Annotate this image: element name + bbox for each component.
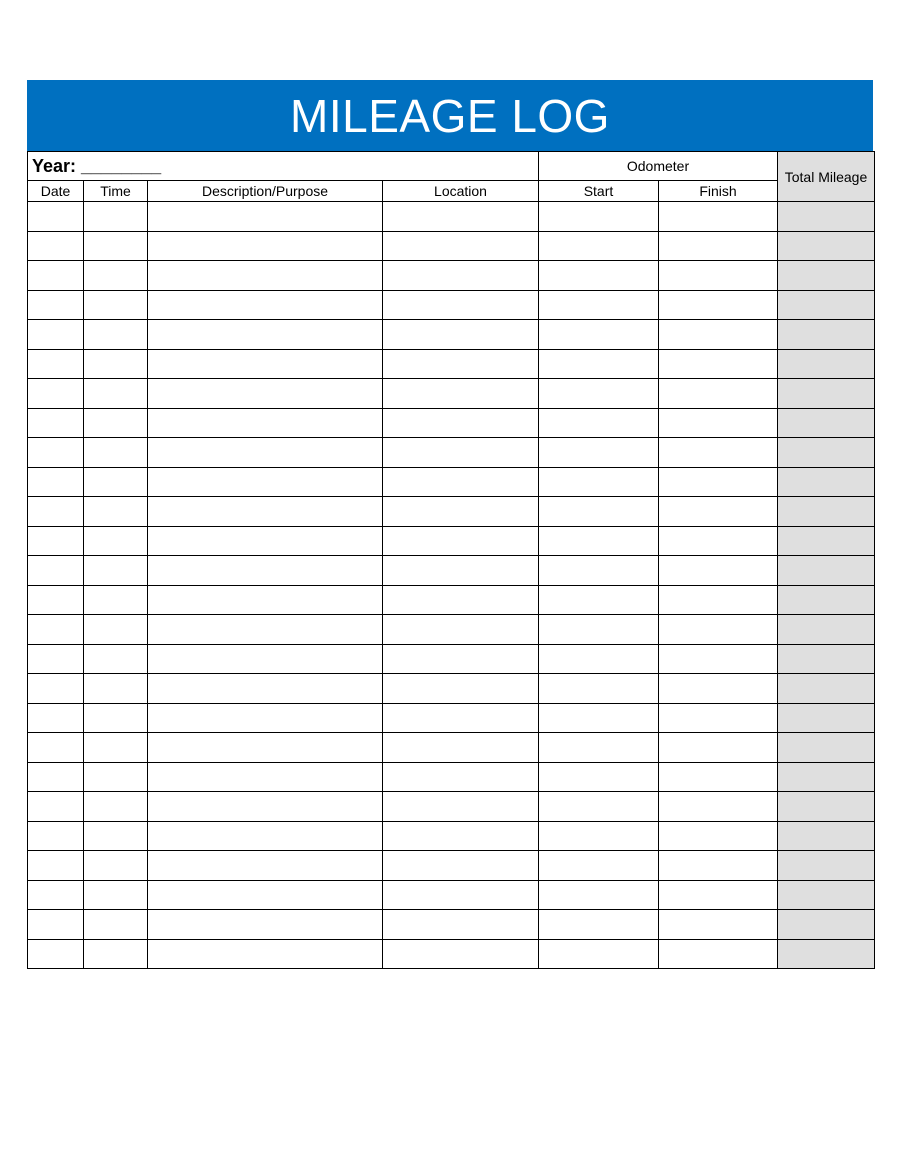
time-cell[interactable] [84, 349, 148, 379]
start-cell[interactable] [539, 939, 659, 969]
table-row [28, 821, 875, 851]
location-cell[interactable] [383, 792, 539, 822]
date-cell[interactable] [28, 231, 84, 261]
total-mileage-cell[interactable] [778, 202, 875, 232]
date-cell[interactable] [28, 674, 84, 704]
total-mileage-cell[interactable] [778, 231, 875, 261]
location-cell[interactable] [383, 880, 539, 910]
description-cell[interactable] [148, 320, 383, 350]
date-cell[interactable] [28, 526, 84, 556]
date-cell[interactable] [28, 585, 84, 615]
description-cell[interactable] [148, 497, 383, 527]
finish-cell[interactable] [659, 438, 778, 468]
total-mileage-cell[interactable] [778, 762, 875, 792]
finish-cell[interactable] [659, 497, 778, 527]
date-cell[interactable] [28, 320, 84, 350]
column-header-time: Time [84, 181, 148, 202]
description-cell[interactable] [148, 792, 383, 822]
title-banner [27, 80, 873, 151]
time-cell[interactable] [84, 290, 148, 320]
description-cell[interactable] [148, 231, 383, 261]
table-row [28, 674, 875, 704]
odometer-header: Odometer [539, 152, 778, 181]
finish-cell[interactable] [659, 792, 778, 822]
start-cell[interactable] [539, 261, 659, 291]
start-cell[interactable] [539, 585, 659, 615]
column-header-date: Date [28, 181, 84, 202]
total-mileage-cell[interactable] [778, 733, 875, 763]
description-cell[interactable] [148, 703, 383, 733]
time-cell[interactable] [84, 703, 148, 733]
table-row [28, 910, 875, 940]
table-row [28, 408, 875, 438]
table-row [28, 467, 875, 497]
time-cell[interactable] [84, 231, 148, 261]
location-cell[interactable] [383, 290, 539, 320]
location-cell[interactable] [383, 467, 539, 497]
finish-cell[interactable] [659, 231, 778, 261]
date-cell[interactable] [28, 290, 84, 320]
time-cell[interactable] [84, 851, 148, 881]
table-row [28, 792, 875, 822]
time-cell[interactable] [84, 438, 148, 468]
start-cell[interactable] [539, 792, 659, 822]
date-cell[interactable] [28, 910, 84, 940]
date-cell[interactable] [28, 821, 84, 851]
description-cell[interactable] [148, 615, 383, 645]
date-cell[interactable] [28, 467, 84, 497]
description-cell[interactable] [148, 644, 383, 674]
time-cell[interactable] [84, 202, 148, 232]
time-cell[interactable] [84, 526, 148, 556]
finish-cell[interactable] [659, 703, 778, 733]
start-cell[interactable] [539, 438, 659, 468]
log-rows [28, 202, 875, 969]
table-row [28, 880, 875, 910]
location-cell[interactable] [383, 821, 539, 851]
location-cell[interactable] [383, 762, 539, 792]
table-row [28, 644, 875, 674]
time-cell[interactable] [84, 674, 148, 704]
location-cell[interactable] [383, 674, 539, 704]
start-cell[interactable] [539, 408, 659, 438]
page-title: MILEAGE LOG [290, 89, 610, 142]
finish-cell[interactable] [659, 526, 778, 556]
total-mileage-cell[interactable] [778, 526, 875, 556]
total-mileage-cell[interactable] [778, 880, 875, 910]
total-mileage-cell[interactable] [778, 674, 875, 704]
total-mileage-cell[interactable] [778, 320, 875, 350]
description-cell[interactable] [148, 674, 383, 704]
description-cell[interactable] [148, 408, 383, 438]
description-cell[interactable] [148, 349, 383, 379]
finish-cell[interactable] [659, 320, 778, 350]
description-cell[interactable] [148, 851, 383, 881]
finish-cell[interactable] [659, 379, 778, 409]
time-cell[interactable] [84, 644, 148, 674]
start-cell[interactable] [539, 526, 659, 556]
total-mileage-cell[interactable] [778, 821, 875, 851]
total-mileage-cell[interactable] [778, 349, 875, 379]
location-cell[interactable] [383, 939, 539, 969]
finish-cell[interactable] [659, 880, 778, 910]
table-row [28, 438, 875, 468]
description-cell[interactable] [148, 290, 383, 320]
column-header-description: Description/Purpose [148, 181, 383, 202]
column-header-start: Start [539, 181, 659, 202]
finish-cell[interactable] [659, 585, 778, 615]
location-cell[interactable] [383, 526, 539, 556]
date-cell[interactable] [28, 851, 84, 881]
location-cell[interactable] [383, 615, 539, 645]
description-cell[interactable] [148, 910, 383, 940]
date-cell[interactable] [28, 644, 84, 674]
total-mileage-cell[interactable] [778, 261, 875, 291]
total-mileage-cell[interactable] [778, 556, 875, 586]
date-cell[interactable] [28, 939, 84, 969]
start-cell[interactable] [539, 556, 659, 586]
date-cell[interactable] [28, 880, 84, 910]
description-cell[interactable] [148, 261, 383, 291]
date-cell[interactable] [28, 556, 84, 586]
start-cell[interactable] [539, 497, 659, 527]
time-cell[interactable] [84, 910, 148, 940]
start-cell[interactable] [539, 762, 659, 792]
time-cell[interactable] [84, 467, 148, 497]
start-cell[interactable] [539, 202, 659, 232]
finish-cell[interactable] [659, 644, 778, 674]
table-row [28, 231, 875, 261]
description-cell[interactable] [148, 880, 383, 910]
finish-cell[interactable] [659, 202, 778, 232]
location-cell[interactable] [383, 733, 539, 763]
finish-cell[interactable] [659, 939, 778, 969]
description-cell[interactable] [148, 821, 383, 851]
time-cell[interactable] [84, 880, 148, 910]
total-mileage-cell[interactable] [778, 438, 875, 468]
date-cell[interactable] [28, 438, 84, 468]
table-row [28, 526, 875, 556]
finish-cell[interactable] [659, 615, 778, 645]
date-cell[interactable] [28, 379, 84, 409]
start-cell[interactable] [539, 349, 659, 379]
start-cell[interactable] [539, 733, 659, 763]
description-cell[interactable] [148, 467, 383, 497]
location-cell[interactable] [383, 349, 539, 379]
start-cell[interactable] [539, 615, 659, 645]
table-row [28, 615, 875, 645]
description-cell[interactable] [148, 379, 383, 409]
time-cell[interactable] [84, 320, 148, 350]
finish-cell[interactable] [659, 290, 778, 320]
start-cell[interactable] [539, 379, 659, 409]
location-cell[interactable] [383, 556, 539, 586]
time-cell[interactable] [84, 379, 148, 409]
location-cell[interactable] [383, 408, 539, 438]
location-cell[interactable] [383, 202, 539, 232]
column-header-finish: Finish [659, 181, 778, 202]
date-cell[interactable] [28, 792, 84, 822]
start-cell[interactable] [539, 290, 659, 320]
table-row [28, 261, 875, 291]
description-cell[interactable] [148, 733, 383, 763]
date-cell[interactable] [28, 349, 84, 379]
location-cell[interactable] [383, 231, 539, 261]
table-row [28, 320, 875, 350]
date-cell[interactable] [28, 703, 84, 733]
start-cell[interactable] [539, 703, 659, 733]
description-cell[interactable] [148, 762, 383, 792]
start-cell[interactable] [539, 880, 659, 910]
description-cell[interactable] [148, 939, 383, 969]
mileage-log-table [27, 151, 875, 969]
location-cell[interactable] [383, 438, 539, 468]
total-mileage-cell[interactable] [778, 703, 875, 733]
date-cell[interactable] [28, 408, 84, 438]
table-row [28, 349, 875, 379]
date-cell[interactable] [28, 261, 84, 291]
table-row [28, 497, 875, 527]
total-mileage-cell[interactable] [778, 290, 875, 320]
start-cell[interactable] [539, 851, 659, 881]
time-cell[interactable] [84, 556, 148, 586]
time-cell[interactable] [84, 615, 148, 645]
description-cell[interactable] [148, 438, 383, 468]
start-cell[interactable] [539, 231, 659, 261]
total-mileage-cell[interactable] [778, 851, 875, 881]
date-cell[interactable] [28, 497, 84, 527]
time-cell[interactable] [84, 585, 148, 615]
location-cell[interactable] [383, 644, 539, 674]
description-cell[interactable] [148, 526, 383, 556]
time-cell[interactable] [84, 762, 148, 792]
time-cell[interactable] [84, 261, 148, 291]
finish-cell[interactable] [659, 556, 778, 586]
finish-cell[interactable] [659, 349, 778, 379]
total-mileage-cell[interactable] [778, 939, 875, 969]
location-cell[interactable] [383, 261, 539, 291]
total-mileage-cell[interactable] [778, 379, 875, 409]
total-mileage-cell[interactable] [778, 467, 875, 497]
start-cell[interactable] [539, 821, 659, 851]
total-mileage-cell[interactable] [778, 644, 875, 674]
finish-cell[interactable] [659, 910, 778, 940]
location-cell[interactable] [383, 379, 539, 409]
date-cell[interactable] [28, 733, 84, 763]
total-mileage-cell[interactable] [778, 910, 875, 940]
table-row [28, 379, 875, 409]
total-mileage-cell[interactable] [778, 615, 875, 645]
total-mileage-cell[interactable] [778, 792, 875, 822]
start-cell[interactable] [539, 674, 659, 704]
column-header-location: Location [383, 181, 539, 202]
finish-cell[interactable] [659, 467, 778, 497]
finish-cell[interactable] [659, 674, 778, 704]
table-row [28, 202, 875, 232]
finish-cell[interactable] [659, 261, 778, 291]
location-cell[interactable] [383, 703, 539, 733]
time-cell[interactable] [84, 408, 148, 438]
total-mileage-cell[interactable] [778, 585, 875, 615]
location-cell[interactable] [383, 320, 539, 350]
time-cell[interactable] [84, 939, 148, 969]
start-cell[interactable] [539, 910, 659, 940]
time-cell[interactable] [84, 497, 148, 527]
table-row [28, 703, 875, 733]
description-cell[interactable] [148, 202, 383, 232]
finish-cell[interactable] [659, 408, 778, 438]
start-cell[interactable] [539, 644, 659, 674]
finish-cell[interactable] [659, 851, 778, 881]
total-mileage-cell[interactable] [778, 408, 875, 438]
table-row [28, 762, 875, 792]
time-cell[interactable] [84, 821, 148, 851]
location-cell[interactable] [383, 910, 539, 940]
table-row [28, 939, 875, 969]
table-row [28, 851, 875, 881]
date-cell[interactable] [28, 615, 84, 645]
location-cell[interactable] [383, 585, 539, 615]
table-row [28, 733, 875, 763]
time-cell[interactable] [84, 733, 148, 763]
table-row [28, 290, 875, 320]
table-row [28, 585, 875, 615]
start-cell[interactable] [539, 320, 659, 350]
description-cell[interactable] [148, 556, 383, 586]
description-cell[interactable] [148, 585, 383, 615]
start-cell[interactable] [539, 467, 659, 497]
time-cell[interactable] [84, 792, 148, 822]
location-cell[interactable] [383, 851, 539, 881]
location-cell[interactable] [383, 497, 539, 527]
finish-cell[interactable] [659, 762, 778, 792]
date-cell[interactable] [28, 762, 84, 792]
finish-cell[interactable] [659, 821, 778, 851]
total-mileage-cell[interactable] [778, 497, 875, 527]
date-cell[interactable] [28, 202, 84, 232]
finish-cell[interactable] [659, 733, 778, 763]
year-field[interactable]: Year: ________ [28, 152, 539, 181]
total-mileage-header: Total Mileage [778, 152, 875, 202]
table-row [28, 556, 875, 586]
